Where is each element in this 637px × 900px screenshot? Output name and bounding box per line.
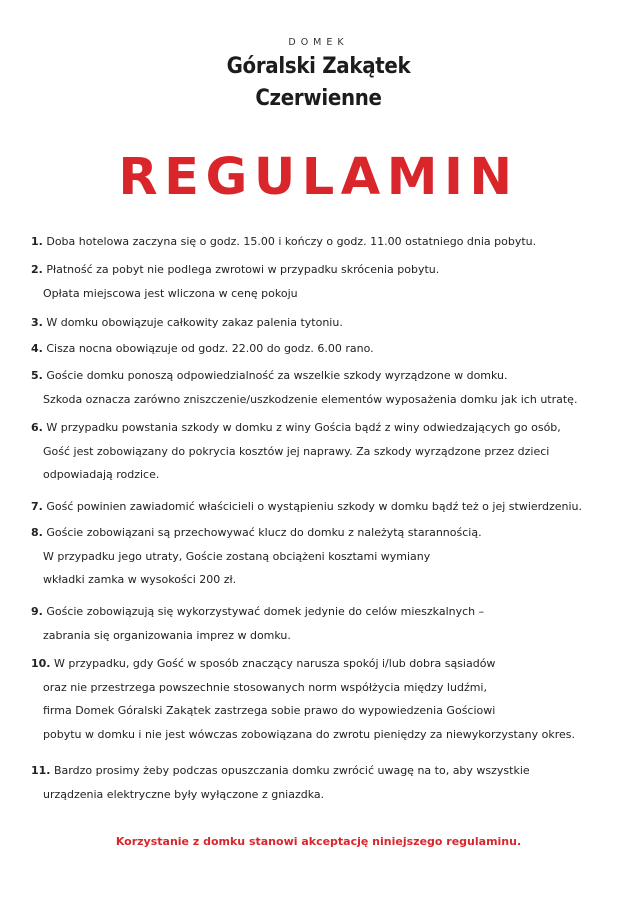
rule-1 (31, 230, 621, 254)
rule-text: Goście domku ponoszą odpowiedzialność za wszelkie szkody wyrządzone w domku. (46, 369, 508, 382)
rule-text: Gość powinien zawiadomić właścicieli o wystąpieniu szkody w domku bądź też o jej stwierdzeniu. (46, 500, 583, 513)
rule-number: 6. (31, 421, 43, 434)
rule-number: 5. (31, 369, 43, 382)
rule-text: odpowiadają rodzice. (43, 468, 160, 481)
rule-text: Doba hotelowa zaczyna się o godz. 15.00 i kończy o godz. 11.00 ostatniego dnia pobytu. (46, 235, 537, 248)
logo-small-text: DOMEK (288, 37, 349, 48)
rule-line (31, 723, 621, 747)
rule-line (31, 495, 621, 519)
rule-line (31, 416, 621, 440)
rule-number: 9. (31, 605, 43, 618)
rule-line (31, 337, 621, 361)
rule-line (31, 364, 621, 388)
rule-11 (31, 759, 621, 806)
rule-text: Goście zobowiązani są przechowywać klucz do domku z należytą starannością. (46, 526, 482, 539)
rule-number: 7. (31, 500, 43, 513)
rule-line (31, 652, 621, 676)
page-title: REGULAMIN (118, 148, 519, 207)
rule-line (31, 440, 621, 464)
rule-3 (31, 311, 621, 335)
rule-line (31, 388, 621, 412)
rule-8 (31, 521, 621, 592)
rule-text: Gość jest zobowiązany do pokrycia kosztów jej naprawy. Za szkody wyrządzone przez dzieci (43, 444, 550, 458)
rule-text: Opłata miejscowa jest wliczona w cenę pokoju (43, 286, 298, 300)
rule-number: 11. (31, 764, 51, 777)
rule-line (31, 624, 621, 648)
rule-line (31, 258, 621, 282)
footer-note: Korzystanie z domku stanowi akceptację niniejszego regulaminu. (115, 835, 522, 848)
rule-6 (31, 416, 621, 487)
rule-line (31, 230, 621, 254)
rule-5 (31, 364, 621, 411)
rule-text: W przypadku, gdy Gość w sposób znaczący narusza spokój i/lub dobra sąsiadów (54, 657, 496, 670)
rule-text: Goście zobowiązują się wykorzystywać domek jedynie do celów mieszkalnych – (46, 605, 485, 618)
rule-text: W przypadku jego utraty, Goście zostaną obciążeni kosztami wymiany (43, 549, 431, 563)
rule-line (31, 311, 621, 335)
rule-text: Szkoda oznacza zarówno zniszczenie/uszkodzenie elementów wyposażenia domku jak ich utratę. (43, 392, 578, 406)
rule-number: 3. (31, 316, 43, 329)
rule-line (31, 282, 621, 306)
logo-line-2: Czerwienne (255, 86, 382, 111)
rule-text: Płatność za pobyt nie podlega zwrotowi w przypadku skrócenia pobytu. (46, 263, 440, 276)
rule-number: 10. (31, 657, 51, 670)
rule-4 (31, 337, 621, 361)
rule-line (31, 759, 621, 783)
rule-line (31, 545, 621, 569)
rule-7 (31, 495, 621, 519)
rule-text: wkładki zamka w wysokości 200 zł. (43, 573, 237, 586)
rule-text: oraz nie przestrzega powszechnie stosowanych norm współżycia między ludźmi, (43, 680, 487, 694)
rule-line (31, 676, 621, 700)
rule-number: 2. (31, 263, 43, 276)
rule-line (31, 600, 621, 624)
rule-line (31, 699, 621, 723)
rule-text: firma Domek Góralski Zakątek zastrzega sobie prawo do wypowiedzenia Gościowi (43, 704, 496, 717)
rule-number: 4. (31, 342, 43, 355)
rule-line (31, 463, 621, 487)
rule-number: 1. (31, 235, 43, 248)
rule-text: urządzenia elektryczne były wyłączone z gniazdka. (43, 787, 325, 801)
rule-9 (31, 600, 621, 647)
rule-line (31, 568, 621, 592)
rule-text: Bardzo prosimy żeby podczas opuszczania domku zwrócić uwagę na to, aby wszystkie (54, 764, 530, 777)
rule-10 (31, 652, 621, 746)
logo-line-1: Góralski Zakątek (226, 54, 411, 79)
rule-text: Cisza nocna obowiązuje od godz. 22.00 do godz. 6.00 rano. (46, 342, 374, 355)
rule-line (31, 783, 621, 807)
rule-number: 8. (31, 526, 43, 539)
rule-text: W domku obowiązuje całkowity zakaz palenia tytoniu. (46, 316, 343, 329)
rule-2 (31, 258, 621, 305)
rule-text: zabrania się organizowania imprez w domku. (43, 628, 291, 642)
rule-text: pobytu w domku i nie jest wówczas zobowiązana do zwrotu pieniędzy za niewykorzystany okres. (43, 727, 575, 741)
rule-line (31, 521, 621, 545)
rule-text: W przypadku powstania szkody w domku z winy Gościa bądź z winy odwiedzających go osób, (46, 421, 561, 434)
